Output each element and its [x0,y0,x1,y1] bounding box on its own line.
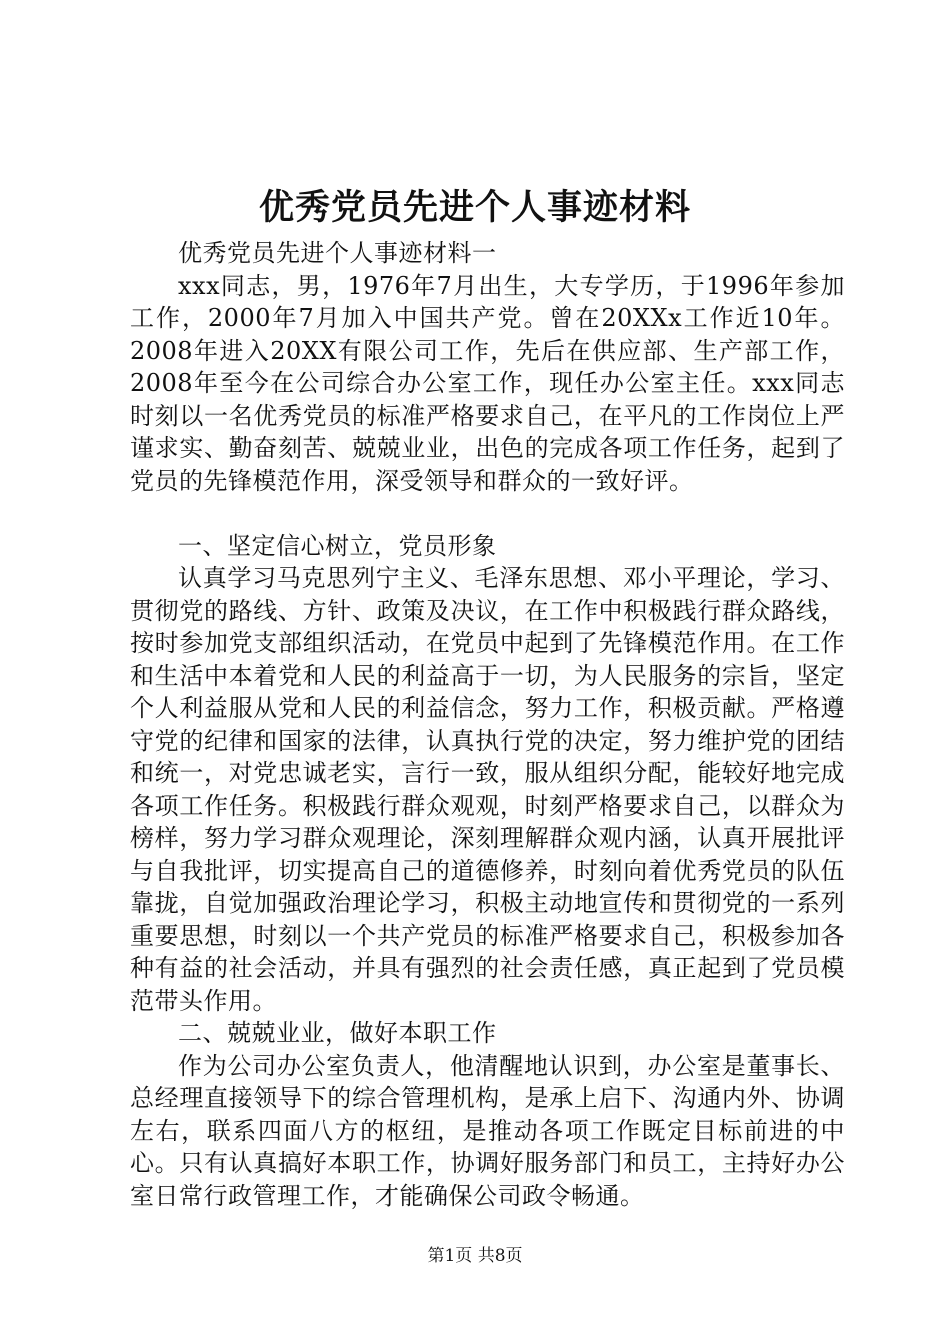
document-body [130,237,845,1212]
section-heading-2: 二、兢兢业业，做好本职工作 [178,1019,497,1047]
paragraph-section-1: 认真学习马克思列宁主义、毛泽东思想、邓小平理论，学习、贯彻党的路线、方针、政策及决议，在工作中积极践行群众路线，按时参加党支部组织活动，在党员中起到了先锋模范作用。在工作和生活中本着党和人民的利益高于一切，为人民服务的宗旨，坚定个人利益服从党和人民的利益信念，努力工作，积极贡献。严格遵守党的纪律和国家的法律，认真执行党的决定，努力维护党的团结和统一，对党忠诚老实，言行一致，服从组织分配，能较好地完成各项工作任务。积极践行群众观观，时刻严格要求自己，以群众为榜样，努力学习群众观理论，深刻理解群众观内涵，认真开展批评与自我批评，切实提高自己的道德修养，时刻向着优秀党员的队伍靠拢，自觉加强政治理论学习，积极主动地宣传和贯彻党的一系列重要思想，时刻以一个共产党员的标准严格要求自己，积极参加各种有益的社会活动，并具有强烈的社会责任感，真正起到了党员模范带头作用。 [130,564,845,1015]
paragraph-section-2: 作为公司办公室负责人，他清醒地认识到，办公室是董事长、总经理直接领导下的综合管理机构，是承上启下、沟通内外、协调左右，联系四面八方的枢纽，是推动各项工作既定目标前进的中心。只有认真搞好本职工作，协调好服务部门和员工，主持好办公室日常行政管理工作，才能确保公司政令畅通。 [130,1051,845,1210]
section-subtitle: 优秀党员先进个人事迹材料一 [178,239,497,267]
document-title: 优秀党员先进个人事迹材料 [258,187,691,228]
page-footer: 第1页 共8页 [427,1246,523,1266]
section-heading-1: 一、坚定信心树立，党员形象 [178,531,497,560]
paragraph-intro: xxx同志，男，1976年7月出生，大专学历，于1996年参加工作，2000年7月加入中国共产党。曾在20XXx工作近10年。2008年进入20XX有限公司工作，先后在供应部、生产部工作，2008年至今在公司综合办公室工作，现任办公室主任。xxx同志时刻以一名优秀党员的标准严格要求自己，在平凡的工作岗位上严谨求实、勤奋刻苦、兢兢业业，出色的完成各项工作任务，起到了党员的先锋模范作用，深受领导和群众的一致好评。 [130,271,845,495]
